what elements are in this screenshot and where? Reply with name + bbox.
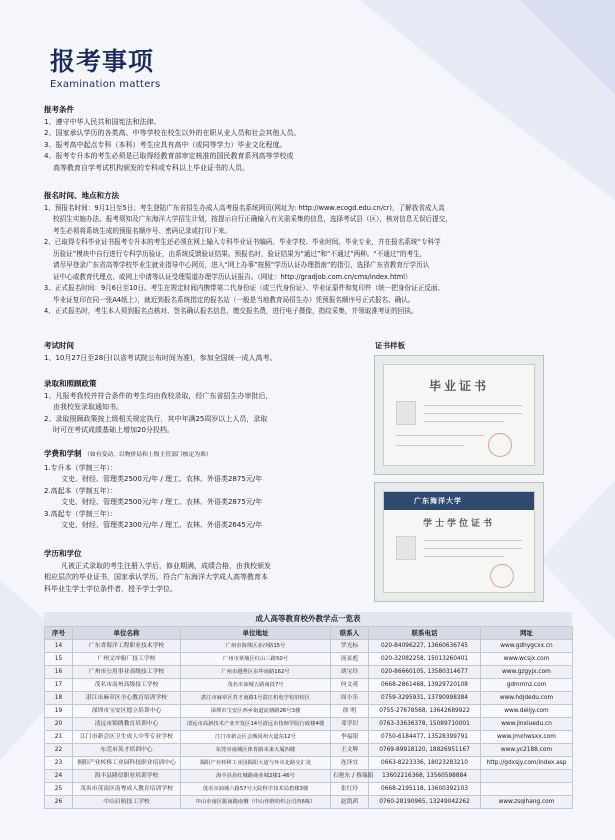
admission-heading: 录取和照顾政策 <box>44 379 97 388</box>
table-cell: 0769-89918120, 18826951167 <box>369 744 481 757</box>
degree-section <box>44 548 364 595</box>
table-row <box>45 653 573 666</box>
table-cell: 18 <box>45 692 73 705</box>
admission-item: 由我校发录取通知书。 <box>53 403 123 411</box>
registration-heading: 报名时间、地点和方法 <box>44 191 119 200</box>
table-cell: 罗光标 <box>331 640 369 653</box>
conditions-item: 高等教育自学考试机构颁发的专科或专科以上毕业证书的人员。 <box>53 163 249 172</box>
table-cell: www.gdhygcxx.cn <box>481 640 573 653</box>
table-row <box>45 783 573 796</box>
column-header: 单位地址 <box>181 627 331 640</box>
page-title: 报考事项 <box>50 47 155 76</box>
registration-item: 请尽早登录广东省高等学校毕业生就业指导中心网页，进入“网上办事”按照“学历认证办理指南”的指引，选择广东省教育厅学历认 <box>53 261 430 269</box>
table-cell: 茂名市油城五路南段7号 <box>181 679 331 692</box>
fees-item: 1.专升本（学制三年）： <box>44 463 118 472</box>
table-row <box>45 679 573 692</box>
column-header: 联系电话 <box>369 627 481 640</box>
table-cell: 广州市公用事业高级技工学校 <box>73 666 181 679</box>
table-cell: 清远市锦绣教育培训中心 <box>73 718 181 731</box>
degree-certificate-band <box>384 492 534 510</box>
table-cell: www.delijy.com <box>481 705 573 718</box>
table-cell: 23 <box>45 757 73 770</box>
table-row <box>45 718 573 731</box>
degree-title: 学士学位证书 <box>422 519 495 529</box>
registration-item: 证中心或教育代理点、或网上申请等认证受理渠道办理学历认证报告。（网址：http://gradjob.com.cn/cms/index.html） <box>53 272 412 281</box>
diploma-certificate-inner <box>383 364 535 466</box>
table-cell: 周小乐 <box>331 692 369 705</box>
conditions-item: 1、遵守中华人民共和国宪法和法律。 <box>44 117 161 126</box>
degree-text-line <box>424 556 504 557</box>
table-cell: 17 <box>45 679 73 692</box>
table-cell: 徐 明 <box>331 705 369 718</box>
degree-school-name: 广东海洋大学 <box>414 497 462 505</box>
table-cell: 湛江市麻章区全心教育培训学校 <box>73 692 181 705</box>
table-cell: 0663-8223336, 18023283210 <box>369 757 481 770</box>
table-cell <box>481 783 573 796</box>
table-cell: 茂名市油城六路57号大院科学技术局碧楼3楼 <box>181 783 331 796</box>
fees-item: 2.高起本（学制五年）： <box>44 486 118 495</box>
certificate-sample-label: 证书样板 <box>375 341 405 350</box>
table-row <box>45 770 573 783</box>
table-row <box>45 666 573 679</box>
table-cell: 020-86660105, 13580314677 <box>369 666 481 679</box>
table-cell: www.jmxhwsxx.com <box>481 731 573 744</box>
table-cell: www.jinxiuedu.cn <box>481 718 573 731</box>
table-cell: 海丰县隆信职业培训学校 <box>73 770 181 783</box>
table-cell: 22 <box>45 744 73 757</box>
table-cell: 0750-6184477, 13528399791 <box>369 731 481 744</box>
table-cell: 深圳市宝安区德立培训中心 <box>73 705 181 718</box>
registration-item: 毕业证复印在同一张A4纸上），就近到报名系统指定的报名站（一般是当地教育局招生办）凭预报名顺序号正式报名、确认。 <box>53 295 415 304</box>
table-cell: 李福银 <box>331 731 369 744</box>
table-row <box>45 744 573 757</box>
fees-item: 文史、财经、管理类2500元/年 / 理工、农林、外语类2875元/年 <box>61 475 263 483</box>
table-row <box>45 796 573 809</box>
exam-time-heading: 考试时间 <box>44 341 74 350</box>
table-cell: www.yc2188.com <box>481 744 573 757</box>
conditions-section <box>44 104 574 174</box>
column-header: 网址 <box>481 627 573 640</box>
table-cell: 邓学识 <box>331 718 369 731</box>
conditions-item: 2、国家承认学历的各类高、中等学校在校生以外的在职从业人员和社会其他人员。 <box>44 129 301 137</box>
admission-item: 1、凡报考我校并符合条件的考生均由我校录取，经广东省招生办审批后， <box>44 391 273 400</box>
table-cell: 何文英 <box>331 679 369 692</box>
table-cell: 江门市新会区会城冈州大道东12号 <box>181 731 331 744</box>
degree-item: 相应层次的毕业证书，国家承认学历。符合广东海洋大学成人高等教育本 <box>44 573 268 581</box>
column-header: 单位名称 <box>73 627 181 640</box>
table-cell: 13602216368, 13560598884 <box>369 770 481 783</box>
registration-item: 4、正式报名时，考生本人须到报名点核对、签名确认报名信息，缴交报名费，进行电子摄像，指纹采集，并领取准考证的回执。 <box>44 307 418 315</box>
table-cell: 茂名市南州高级技工学校 <box>73 679 181 692</box>
diploma-certificate-image <box>374 355 544 475</box>
fees-heading-row <box>44 448 364 462</box>
degree-seal-icon <box>490 564 514 588</box>
table-cell: 0759-3295931, 13790998384 <box>369 692 481 705</box>
table-cell: 茂名市茂南区南粤成人教育培训学校 <box>73 783 181 796</box>
registration-item: 考生必须将系统生成的预报名顺序号、密码记录或打印下来。 <box>53 226 232 235</box>
admission-item: 2、录取照顾政策按上级相关规定执行，其中年满25周岁以上人员，录取 <box>44 414 268 423</box>
table-cell: 汤景彪 <box>331 653 369 666</box>
fees-item: 文史、财经、管理类2300元/年 / 理工、农林、外语类2645元/年 <box>61 521 263 529</box>
diploma-text-line <box>396 435 484 436</box>
page-subtitle: Examination matters <box>50 79 161 90</box>
table-cell: 东莞市南城区体育路未来大厦四楼 <box>181 744 331 757</box>
registration-item: 历验证”模块中自行进行专科学历验证，由系统反馈验证结果。预报名时，验证结果为“通过”和“不通过”两种。“不通过”的考生， <box>53 249 427 258</box>
fees-item: 3.高起专（学制三年）： <box>44 509 118 518</box>
table-cell: 赵凯茜 <box>331 796 369 809</box>
fees-note: （如有变动，以物价局和上级主管部门核定为准） <box>84 452 212 458</box>
conditions-item: 3、报考高中起点专科（本科）考生应具有高中（或同等学力）毕业文化程度。 <box>44 140 287 149</box>
diploma-text-line <box>424 405 522 406</box>
diploma-title: 毕业证书 <box>428 379 489 393</box>
table-cell: http://gdxsjy.com/index.asp <box>481 757 573 770</box>
table-cell: 020-32082258, 15013260401 <box>369 653 481 666</box>
diploma-text-line <box>424 421 504 422</box>
fees-heading: 学费和学制 <box>44 449 82 458</box>
degree-text-line <box>424 540 522 541</box>
table-cell: 东莞市英才培训中心 <box>73 744 181 757</box>
table-cell: www.hdjdedu.com <box>481 692 573 705</box>
table-cell: 0668-2195118, 13600392103 <box>369 783 481 796</box>
table-cell: 揭阳产业转移工业园揭阳大道与环市北路交汇处 <box>181 757 331 770</box>
table-header-row <box>45 627 573 640</box>
table-cell: 15 <box>45 653 73 666</box>
registration-item: 2、已取得专科毕业证书报考专升本的考生还必须在网上输入专科毕业证书编码、毕业学校、毕业时间、毕业专业，并在报名系统“专科学 <box>44 238 441 246</box>
table-cell: 海丰县县红城路商业城2楼1-46号 <box>181 770 331 783</box>
table-cell <box>481 770 573 783</box>
table-cell: 0755-27678568, 13642689922 <box>369 705 481 718</box>
exam-time-section <box>44 340 364 364</box>
table-cell: 20 <box>45 718 73 731</box>
table-cell: 广州文冲船厂技工学校 <box>73 653 181 666</box>
table-cell: 中山启航技工学校 <box>73 796 181 809</box>
conditions-heading: 报考条件 <box>44 105 74 114</box>
table-cell: 24 <box>45 770 73 783</box>
fees-item: 文史、财经、管理类2500元/年 / 理工、农林、外语类2875元/年 <box>61 498 263 506</box>
table-cell: 广州市海珠区赤沙路15号 <box>181 640 331 653</box>
conditions-item: 4、报考专升本的考生必须是已取得经教育部审定核准的国民教育系列高等学校或 <box>44 152 294 160</box>
registration-item: 校招生实施办法、报考须知及广东海洋大学招生计划，按提示自行正确输入有关需采集的信息，选择考试县（区），核对信息无误后提交， <box>53 215 452 223</box>
admission-section <box>44 378 364 437</box>
column-header: 序号 <box>45 627 73 640</box>
table-cell: 中山市南区振南路南侧（中山伟胜纺织公司内6栋） <box>181 796 331 809</box>
diploma-text-line <box>396 445 464 446</box>
table-cell: 石艳东 / 蔡瑞娟 <box>331 770 369 783</box>
column-header: 联系人 <box>331 627 369 640</box>
table-cell: 连泽宜 <box>331 757 369 770</box>
table-cell: 广东省海洋工程职业技术学校 <box>73 640 181 653</box>
registration-item: 1、预报名时间：9月1日至5日；考生登陆广东省招生办成人高考报名系统网页(网址为: http://www.ecogd.edu.cn/cr)，了解我省成人高 <box>44 203 445 212</box>
table-cell: 25 <box>45 783 73 796</box>
table-cell: 广州市黄埔区红山三路50号 <box>181 653 331 666</box>
table-cell: 21 <box>45 731 73 744</box>
degree-photo <box>396 536 416 560</box>
degree-text-line <box>424 548 522 549</box>
table-cell: 广州市越秀区东华南路162号 <box>181 666 331 679</box>
table-cell: 14 <box>45 640 73 653</box>
table-cell: 江门市新会区卫生成人中等专业学校 <box>73 731 181 744</box>
table-cell: 胡宝玲 <box>331 666 369 679</box>
table-row <box>45 731 573 744</box>
table-cell: 0760-28190965, 13249042262 <box>369 796 481 809</box>
table-cell: www.gzgyjx.com <box>481 666 573 679</box>
table-body <box>45 640 573 809</box>
diploma-text-line <box>424 413 522 414</box>
table-cell: 19 <box>45 705 73 718</box>
registration-item: 3、正式报名时间：9月6日至10日。考生在规定时间内携带第二代身份证（或三代身份证）、毕业证原件和复印件（统一把身份证正反面、 <box>44 284 445 292</box>
degree-certificate-inner <box>383 491 535 593</box>
table-cell: 020-84096227, 13660636745 <box>369 640 481 653</box>
table-cell: 26 <box>45 796 73 809</box>
teaching-sites-table <box>44 612 572 809</box>
table-row <box>45 692 573 705</box>
table-row <box>45 757 573 770</box>
degree-certificate-image <box>374 482 544 602</box>
table-cell: 16 <box>45 666 73 679</box>
table-cell: 0668-2861468, 13929720108 <box>369 679 481 692</box>
table-cell: 清远市高新技术产业开发区14号清远市技师学院行政楼4楼 <box>181 718 331 731</box>
table-cell: www.zsqihang.com <box>481 796 573 809</box>
table-row <box>45 705 573 718</box>
admission-item: 时可在考试成绩基础上增加20分投档。 <box>53 426 174 434</box>
degree-heading: 学历和学位 <box>44 549 82 558</box>
degree-item: 科毕业生学士学位条件者，授予学士学位。 <box>44 584 177 593</box>
teaching-sites-grid <box>44 626 573 809</box>
degree-item: 凡被正式录取的考生注册入学后，修业期满，成绩合格，由我校颁发 <box>61 561 271 570</box>
table-cell: 湛江市麻章区育才南路1号湛江机电学校旧校区 <box>181 692 331 705</box>
table-cell: 深圳市宝安区西乡街道流塘路26号3楼 <box>181 705 331 718</box>
table-cell: 王文辉 <box>331 744 369 757</box>
table-title: 成人高等教育校外教学点一览表 <box>44 612 572 626</box>
registration-section <box>44 190 574 318</box>
table-cell: 张红玲 <box>331 783 369 796</box>
fees-section <box>44 448 364 532</box>
diploma-seal-icon <box>488 433 512 457</box>
table-row <box>45 640 573 653</box>
table-cell: 0763-33636378, 15089710001 <box>369 718 481 731</box>
diploma-photo <box>396 401 416 425</box>
table-cell: gdmmnz.com <box>481 679 573 692</box>
table-cell: 揭阳产业转移工业园科技职业培训中心 <box>73 757 181 770</box>
table-cell: www.wcsjx.com <box>481 653 573 666</box>
exam-time-item: 1、10月27日至28日(以省考试院公布时间为准)，参加全国统一成人高考。 <box>44 353 277 362</box>
